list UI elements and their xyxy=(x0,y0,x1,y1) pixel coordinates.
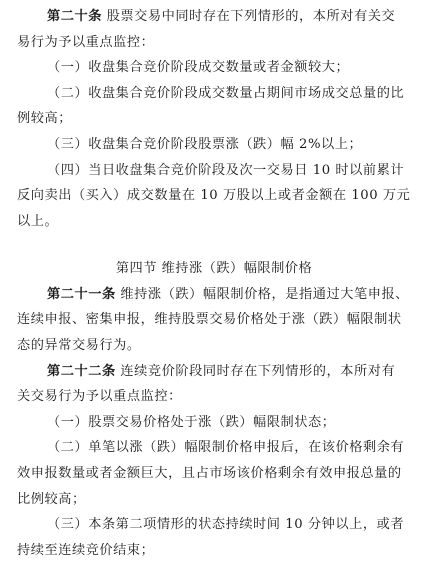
article-20-line-1 xyxy=(47,8,413,26)
section-heading: 第四节 维持涨（跌）幅限制价格 xyxy=(115,261,313,276)
article-22-label: 第二十二条 xyxy=(47,364,116,379)
article-22-item-3-line-2: 持续至连续竞价结束； xyxy=(17,543,155,558)
article-20-item-4-line-3: 以上。 xyxy=(17,214,59,229)
article-20-item-2-line-1: （二）收盘集合竞价阶段成交数量占期间市场成交总量的比 xyxy=(47,86,405,101)
article-20-item-1: （一）收盘集合竞价阶段成交数量或者金额较大； xyxy=(47,60,350,75)
article-22-item-3-line-1: （三）本条第二项情形的状态持续时间 10 分钟以上，或者 xyxy=(47,517,405,532)
article-22-item-2-line-3: 比例较高； xyxy=(17,492,86,507)
article-22-item-2-line-1: （二）单笔以涨（跌）幅限制价格申报后，在该价格剩余有 xyxy=(47,440,405,455)
article-21-line-2: 连续申报、密集申报，维持股票交易价格处于涨（跌）幅限制状 xyxy=(17,312,402,327)
article-22-line-2: 关交易行为予以重点监控： xyxy=(17,389,182,404)
article-22-item-1: （一）股票交易价格处于涨（跌）幅限制状态； xyxy=(47,415,336,430)
article-21-label: 第二十一条 xyxy=(47,287,116,302)
article-20-line-2: 易行为予以重点监控： xyxy=(17,35,155,50)
article-20-item-3: （三）收盘集合竞价阶段股票涨（跌）幅 2%以上； xyxy=(47,137,363,152)
article-21-line-3: 态的异常交易行为。 xyxy=(17,338,141,353)
article-20-item-4-line-2: 反向卖出（买入）成交数量在 10 万股以上或者金额在 100 万元 xyxy=(17,188,411,203)
article-20-text-1: 股票交易中同时存在下列情形的，本所对有关交 xyxy=(101,9,396,24)
article-21-line-1 xyxy=(47,286,413,304)
article-22-text-1: 连续竞价阶段同时存在下列情形的，本所对有 xyxy=(115,364,396,379)
article-20-item-2-line-2: 例较高； xyxy=(17,111,72,126)
article-22-item-2-line-2: 效申报数量或者金额巨大，且占市场该价格剩余有效申报总量的 xyxy=(17,466,402,481)
article-21-text-1: 维持涨（跌）幅限制价格，是指通过大笔申报、 xyxy=(115,287,409,302)
article-20-item-4-line-1: （四）当日收盘集合竞价阶段及次一交易日 10 时以前累计 xyxy=(47,163,405,178)
article-20-label: 第二十条 xyxy=(47,9,102,24)
article-22-line-1 xyxy=(47,363,413,381)
